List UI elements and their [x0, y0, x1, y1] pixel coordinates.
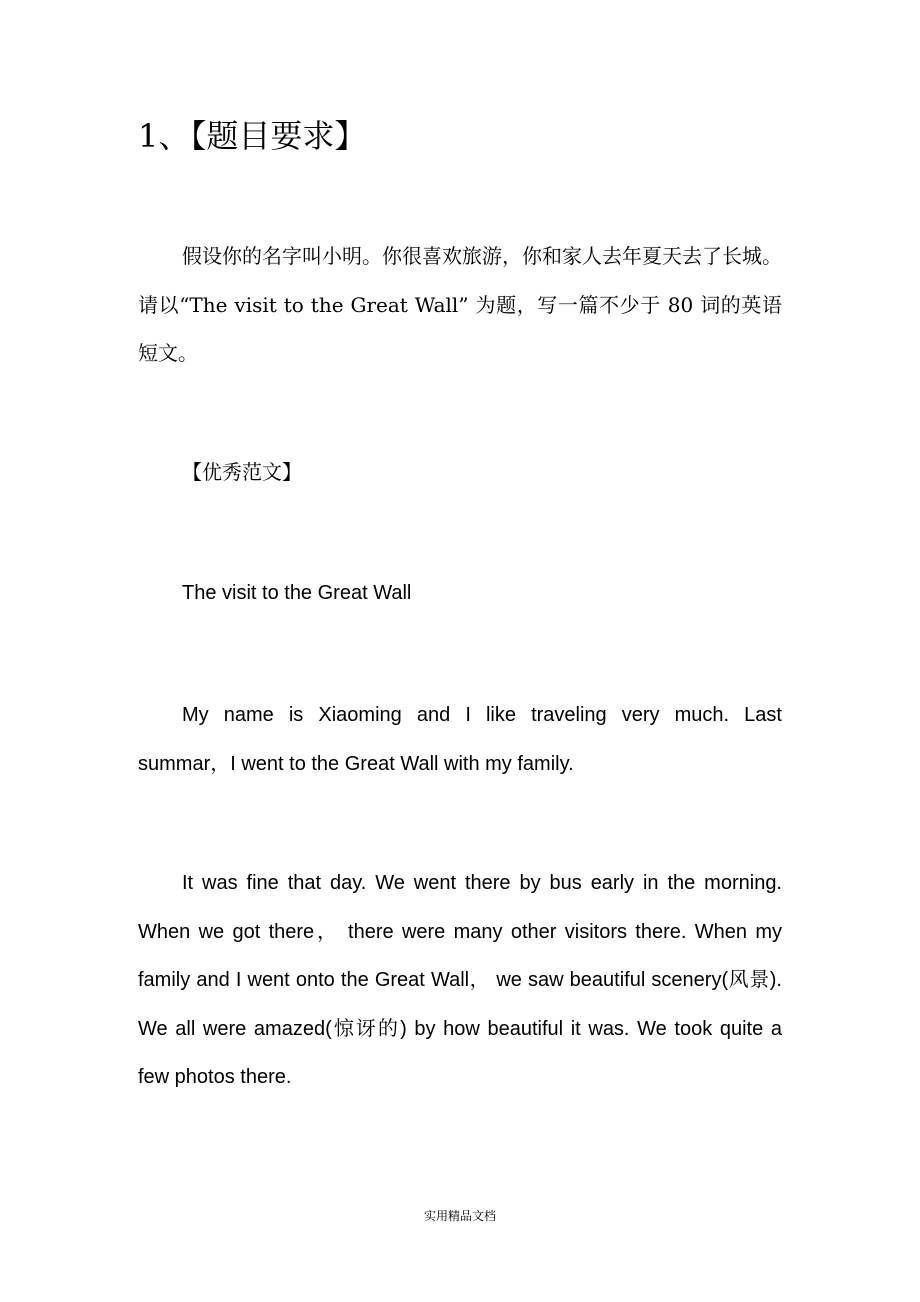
essay-title: The visit to the Great Wall — [182, 582, 412, 604]
page-footer: 实用精品文档 — [423, 1209, 496, 1223]
essay-paragraph-1: My name is Xiaoming and I like traveling very much. Last summar，I went to the Great Wall with my family. — [138, 704, 782, 775]
section-heading: 1、【题目要求】 — [138, 117, 367, 155]
essay-paragraph-2: It was fine that day. We went there by bus early in the morning. When we got there， there were many other visitors there. When my family and I went onto the Great Wall， we saw beautiful scenery(风景). We all were amazed(惊讶的) by how beautiful it was. We took quite a few photos there. — [138, 872, 782, 1088]
prompt-paragraph: 假设你的名字叫小明。你很喜欢旅游，你和家人去年夏天去了长城。请以“The visit to the Great Wall” 为题，写一篇不少于 80 词的英语短文。 — [138, 244, 782, 365]
sample-essay-label: 【优秀范文】 — [182, 460, 302, 484]
